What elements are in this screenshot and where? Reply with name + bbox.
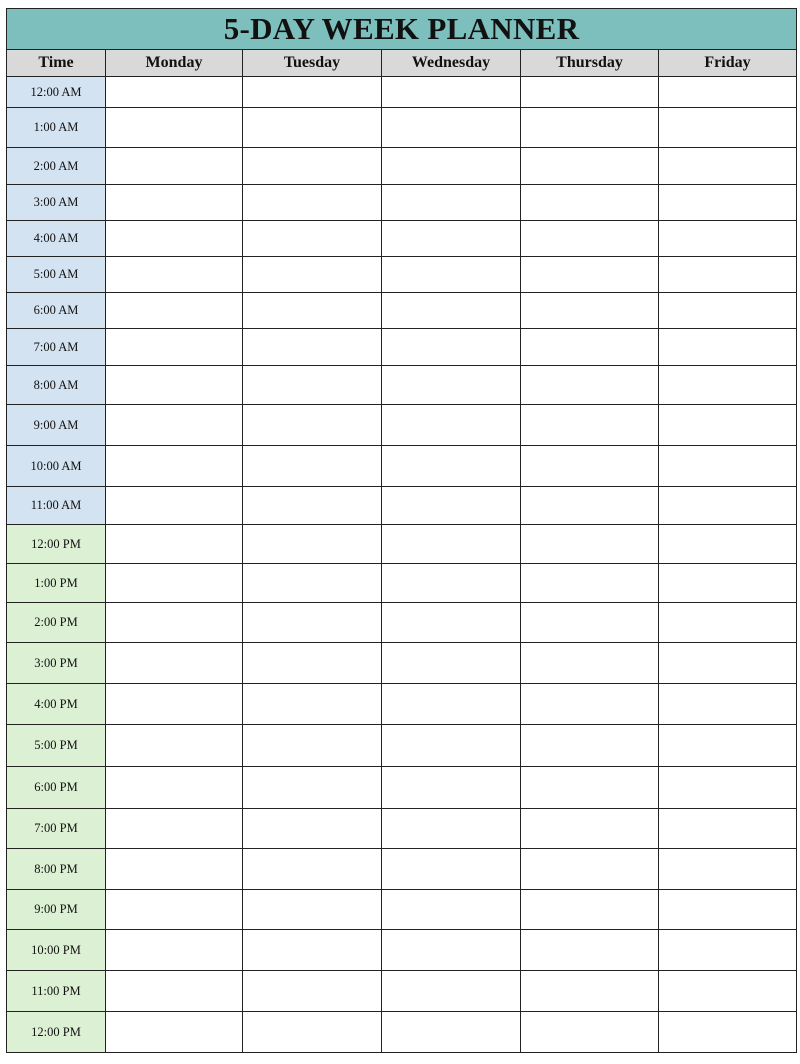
slot-cell-wednesday[interactable]	[382, 487, 521, 525]
slot-cell-friday[interactable]	[659, 405, 797, 446]
slot-cell-monday[interactable]	[106, 849, 243, 890]
slot-cell-monday[interactable]	[106, 684, 243, 725]
table-row	[7, 487, 797, 525]
table-row	[7, 643, 797, 684]
time-slot-label: 7:00 AM	[7, 329, 106, 366]
slot-cell-tuesday[interactable]	[243, 643, 382, 684]
slot-cell-thursday[interactable]	[521, 643, 659, 684]
time-slot-label: 6:00 AM	[7, 293, 106, 329]
header-row	[7, 50, 797, 77]
slot-cell-thursday[interactable]	[521, 366, 659, 405]
slot-cell-friday[interactable]	[659, 366, 797, 405]
slot-cell-monday[interactable]	[106, 487, 243, 525]
time-slot-label: 10:00 AM	[7, 446, 106, 487]
slot-cell-friday[interactable]	[659, 971, 797, 1012]
title-row	[7, 9, 797, 50]
slot-cell-wednesday[interactable]	[382, 684, 521, 725]
time-slot-label: 1:00 PM	[7, 564, 106, 603]
table-row	[7, 148, 797, 185]
slot-cell-tuesday[interactable]	[243, 405, 382, 446]
slot-cell-wednesday[interactable]	[382, 366, 521, 405]
slot-cell-tuesday[interactable]	[243, 257, 382, 293]
slot-cell-friday[interactable]	[659, 293, 797, 329]
slot-cell-friday[interactable]	[659, 329, 797, 366]
slot-cell-friday[interactable]	[659, 767, 797, 809]
slot-cell-monday[interactable]	[106, 525, 243, 564]
time-slot-label: 10:00 PM	[7, 930, 106, 971]
time-slot-label: 9:00 PM	[7, 890, 106, 930]
slot-cell-friday[interactable]	[659, 221, 797, 257]
slot-cell-tuesday[interactable]	[243, 525, 382, 564]
slot-cell-wednesday[interactable]	[382, 767, 521, 809]
table-row	[7, 185, 797, 221]
table-row	[7, 890, 797, 930]
slot-cell-thursday[interactable]	[521, 487, 659, 525]
slot-cell-thursday[interactable]	[521, 1012, 659, 1053]
slot-cell-monday[interactable]	[106, 564, 243, 603]
table-row	[7, 809, 797, 849]
slot-cell-wednesday[interactable]	[382, 603, 521, 643]
slot-cell-thursday[interactable]	[521, 525, 659, 564]
table-row	[7, 603, 797, 643]
slot-cell-wednesday[interactable]	[382, 849, 521, 890]
time-slot-label: 3:00 PM	[7, 643, 106, 684]
slot-cell-monday[interactable]	[106, 643, 243, 684]
time-slot-label: 8:00 AM	[7, 366, 106, 405]
time-slot-label: 7:00 PM	[7, 809, 106, 849]
slot-cell-wednesday[interactable]	[382, 725, 521, 767]
slot-cell-monday[interactable]	[106, 930, 243, 971]
table-row	[7, 684, 797, 725]
table-row	[7, 293, 797, 329]
day-header-thursday: Thursday	[521, 50, 659, 77]
slot-cell-tuesday[interactable]	[243, 564, 382, 603]
slot-cell-thursday[interactable]	[521, 725, 659, 767]
slot-cell-monday[interactable]	[106, 971, 243, 1012]
slot-cell-thursday[interactable]	[521, 221, 659, 257]
slot-cell-wednesday[interactable]	[382, 108, 521, 148]
slot-cell-friday[interactable]	[659, 809, 797, 849]
slot-cell-thursday[interactable]	[521, 293, 659, 329]
time-slot-label: 9:00 AM	[7, 405, 106, 446]
time-slot-label: 11:00 AM	[7, 487, 106, 525]
slot-cell-monday[interactable]	[106, 725, 243, 767]
time-slot-label: 4:00 AM	[7, 221, 106, 257]
slot-cell-monday[interactable]	[106, 148, 243, 185]
slot-cell-monday[interactable]	[106, 603, 243, 643]
slot-cell-wednesday[interactable]	[382, 930, 521, 971]
time-slot-label: 12:00 PM	[7, 525, 106, 564]
slot-cell-monday[interactable]	[106, 329, 243, 366]
planner-title: 5-DAY WEEK PLANNER	[7, 9, 797, 50]
slot-cell-tuesday[interactable]	[243, 809, 382, 849]
slot-cell-thursday[interactable]	[521, 185, 659, 221]
slot-cell-friday[interactable]	[659, 849, 797, 890]
slot-cell-wednesday[interactable]	[382, 1012, 521, 1053]
slot-cell-tuesday[interactable]	[243, 366, 382, 405]
slot-cell-thursday[interactable]	[521, 767, 659, 809]
table-row	[7, 446, 797, 487]
slot-cell-friday[interactable]	[659, 446, 797, 487]
slot-cell-friday[interactable]	[659, 1012, 797, 1053]
slot-cell-tuesday[interactable]	[243, 293, 382, 329]
slot-cell-monday[interactable]	[106, 405, 243, 446]
slot-cell-tuesday[interactable]	[243, 77, 382, 108]
slot-cell-tuesday[interactable]	[243, 767, 382, 809]
time-column-header: Time	[7, 50, 106, 77]
planner-body	[7, 77, 797, 1053]
slot-cell-friday[interactable]	[659, 487, 797, 525]
slot-cell-thursday[interactable]	[521, 971, 659, 1012]
slot-cell-wednesday[interactable]	[382, 809, 521, 849]
slot-cell-tuesday[interactable]	[243, 930, 382, 971]
day-header-tuesday: Tuesday	[243, 50, 382, 77]
slot-cell-thursday[interactable]	[521, 329, 659, 366]
slot-cell-monday[interactable]	[106, 809, 243, 849]
slot-cell-wednesday[interactable]	[382, 329, 521, 366]
table-row	[7, 767, 797, 809]
table-row	[7, 564, 797, 603]
time-slot-label: 8:00 PM	[7, 849, 106, 890]
slot-cell-friday[interactable]	[659, 257, 797, 293]
slot-cell-wednesday[interactable]	[382, 77, 521, 108]
slot-cell-monday[interactable]	[106, 257, 243, 293]
slot-cell-friday[interactable]	[659, 148, 797, 185]
day-header-monday: Monday	[106, 50, 243, 77]
slot-cell-tuesday[interactable]	[243, 849, 382, 890]
table-row	[7, 930, 797, 971]
slot-cell-thursday[interactable]	[521, 564, 659, 603]
slot-cell-thursday[interactable]	[521, 603, 659, 643]
slot-cell-wednesday[interactable]	[382, 221, 521, 257]
slot-cell-monday[interactable]	[106, 108, 243, 148]
time-slot-label: 2:00 PM	[7, 603, 106, 643]
slot-cell-friday[interactable]	[659, 77, 797, 108]
slot-cell-thursday[interactable]	[521, 446, 659, 487]
slot-cell-thursday[interactable]	[521, 257, 659, 293]
slot-cell-wednesday[interactable]	[382, 971, 521, 1012]
slot-cell-thursday[interactable]	[521, 77, 659, 108]
slot-cell-thursday[interactable]	[521, 849, 659, 890]
time-slot-label: 12:00 AM	[7, 77, 106, 108]
slot-cell-wednesday[interactable]	[382, 564, 521, 603]
table-row	[7, 725, 797, 767]
slot-cell-tuesday[interactable]	[243, 725, 382, 767]
slot-cell-thursday[interactable]	[521, 890, 659, 930]
slot-cell-tuesday[interactable]	[243, 890, 382, 930]
slot-cell-friday[interactable]	[659, 603, 797, 643]
slot-cell-tuesday[interactable]	[243, 603, 382, 643]
slot-cell-thursday[interactable]	[521, 108, 659, 148]
slot-cell-tuesday[interactable]	[243, 971, 382, 1012]
table-row	[7, 849, 797, 890]
table-row	[7, 108, 797, 148]
slot-cell-monday[interactable]	[106, 293, 243, 329]
slot-cell-monday[interactable]	[106, 77, 243, 108]
slot-cell-wednesday[interactable]	[382, 525, 521, 564]
table-row	[7, 221, 797, 257]
week-planner-table	[6, 8, 797, 1053]
slot-cell-friday[interactable]	[659, 564, 797, 603]
slot-cell-friday[interactable]	[659, 684, 797, 725]
slot-cell-tuesday[interactable]	[243, 684, 382, 725]
slot-cell-wednesday[interactable]	[382, 890, 521, 930]
slot-cell-wednesday[interactable]	[382, 257, 521, 293]
time-slot-label: 12:00 PM	[7, 1012, 106, 1053]
time-slot-label: 1:00 AM	[7, 108, 106, 148]
slot-cell-friday[interactable]	[659, 643, 797, 684]
slot-cell-thursday[interactable]	[521, 930, 659, 971]
day-header-wednesday: Wednesday	[382, 50, 521, 77]
slot-cell-wednesday[interactable]	[382, 446, 521, 487]
slot-cell-friday[interactable]	[659, 108, 797, 148]
slot-cell-friday[interactable]	[659, 725, 797, 767]
slot-cell-tuesday[interactable]	[243, 329, 382, 366]
slot-cell-monday[interactable]	[106, 1012, 243, 1053]
table-row	[7, 257, 797, 293]
table-row	[7, 77, 797, 108]
slot-cell-wednesday[interactable]	[382, 148, 521, 185]
slot-cell-monday[interactable]	[106, 366, 243, 405]
time-slot-label: 5:00 PM	[7, 725, 106, 767]
slot-cell-monday[interactable]	[106, 446, 243, 487]
slot-cell-wednesday[interactable]	[382, 643, 521, 684]
slot-cell-tuesday[interactable]	[243, 1012, 382, 1053]
time-slot-label: 2:00 AM	[7, 148, 106, 185]
slot-cell-tuesday[interactable]	[243, 185, 382, 221]
time-slot-label: 3:00 AM	[7, 185, 106, 221]
slot-cell-monday[interactable]	[106, 767, 243, 809]
slot-cell-thursday[interactable]	[521, 809, 659, 849]
slot-cell-monday[interactable]	[106, 221, 243, 257]
table-row	[7, 405, 797, 446]
slot-cell-friday[interactable]	[659, 930, 797, 971]
slot-cell-monday[interactable]	[106, 890, 243, 930]
day-header-friday: Friday	[659, 50, 797, 77]
table-row	[7, 366, 797, 405]
slot-cell-thursday[interactable]	[521, 405, 659, 446]
slot-cell-tuesday[interactable]	[243, 148, 382, 185]
slot-cell-wednesday[interactable]	[382, 293, 521, 329]
slot-cell-monday[interactable]	[106, 185, 243, 221]
slot-cell-friday[interactable]	[659, 890, 797, 930]
slot-cell-tuesday[interactable]	[243, 221, 382, 257]
table-row	[7, 329, 797, 366]
time-slot-label: 5:00 AM	[7, 257, 106, 293]
time-slot-label: 11:00 PM	[7, 971, 106, 1012]
table-row	[7, 971, 797, 1012]
slot-cell-tuesday[interactable]	[243, 487, 382, 525]
slot-cell-tuesday[interactable]	[243, 108, 382, 148]
table-row	[7, 525, 797, 564]
time-slot-label: 4:00 PM	[7, 684, 106, 725]
slot-cell-friday[interactable]	[659, 525, 797, 564]
slot-cell-wednesday[interactable]	[382, 405, 521, 446]
slot-cell-tuesday[interactable]	[243, 446, 382, 487]
slot-cell-wednesday[interactable]	[382, 185, 521, 221]
time-slot-label: 6:00 PM	[7, 767, 106, 809]
table-row	[7, 1012, 797, 1053]
slot-cell-friday[interactable]	[659, 185, 797, 221]
slot-cell-thursday[interactable]	[521, 684, 659, 725]
slot-cell-thursday[interactable]	[521, 148, 659, 185]
